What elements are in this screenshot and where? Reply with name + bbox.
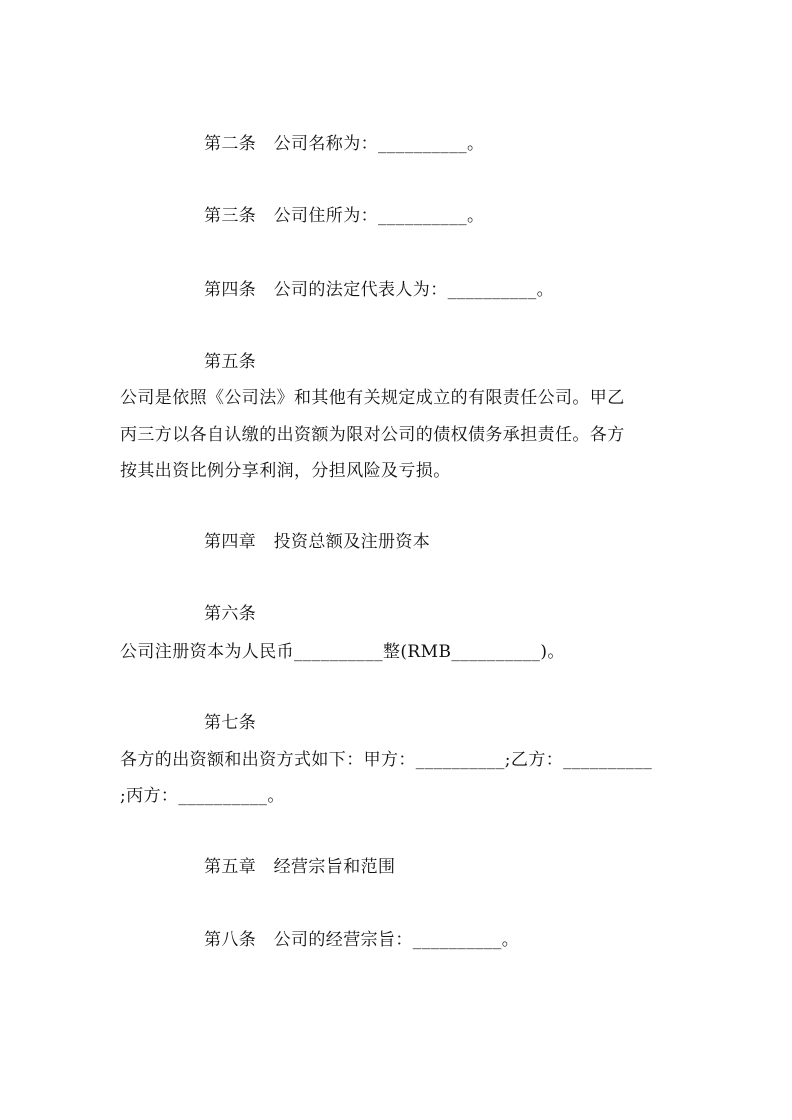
article-5-line-1: 公司是依照《公司法》和其他有关规定成立的有限责任公司。甲乙 <box>120 388 625 408</box>
article-3: 第三条 公司住所为：__________。 <box>204 206 485 226</box>
article-7-line-2: ;丙方：__________。 <box>120 786 285 806</box>
article-6-heading: 第六条 <box>204 604 257 624</box>
article-5-line-3: 按其出资比例分享利润，分担风险及亏损。 <box>120 461 451 481</box>
article-6-body: 公司注册资本为人民币__________整(RMB__________)。 <box>120 642 565 662</box>
article-8: 第八条 公司的经营宗旨：__________。 <box>204 930 520 950</box>
article-4: 第四条 公司的法定代表人为：__________。 <box>204 280 554 300</box>
article-7-heading: 第七条 <box>204 713 257 733</box>
article-5-line-2: 丙三方以各自认缴的出资额为限对公司的债权债务承担责任。各方 <box>120 425 625 445</box>
chapter-5-heading: 第五章 经营宗旨和范围 <box>204 857 396 877</box>
article-7-line-1: 各方的出资额和出资方式如下：甲方：__________;乙方：__________ <box>120 750 653 770</box>
chapter-4-heading: 第四章 投资总额及注册资本 <box>204 532 431 552</box>
article-2: 第二条 公司名称为：__________。 <box>204 134 485 154</box>
article-5-heading: 第五条 <box>204 352 257 372</box>
